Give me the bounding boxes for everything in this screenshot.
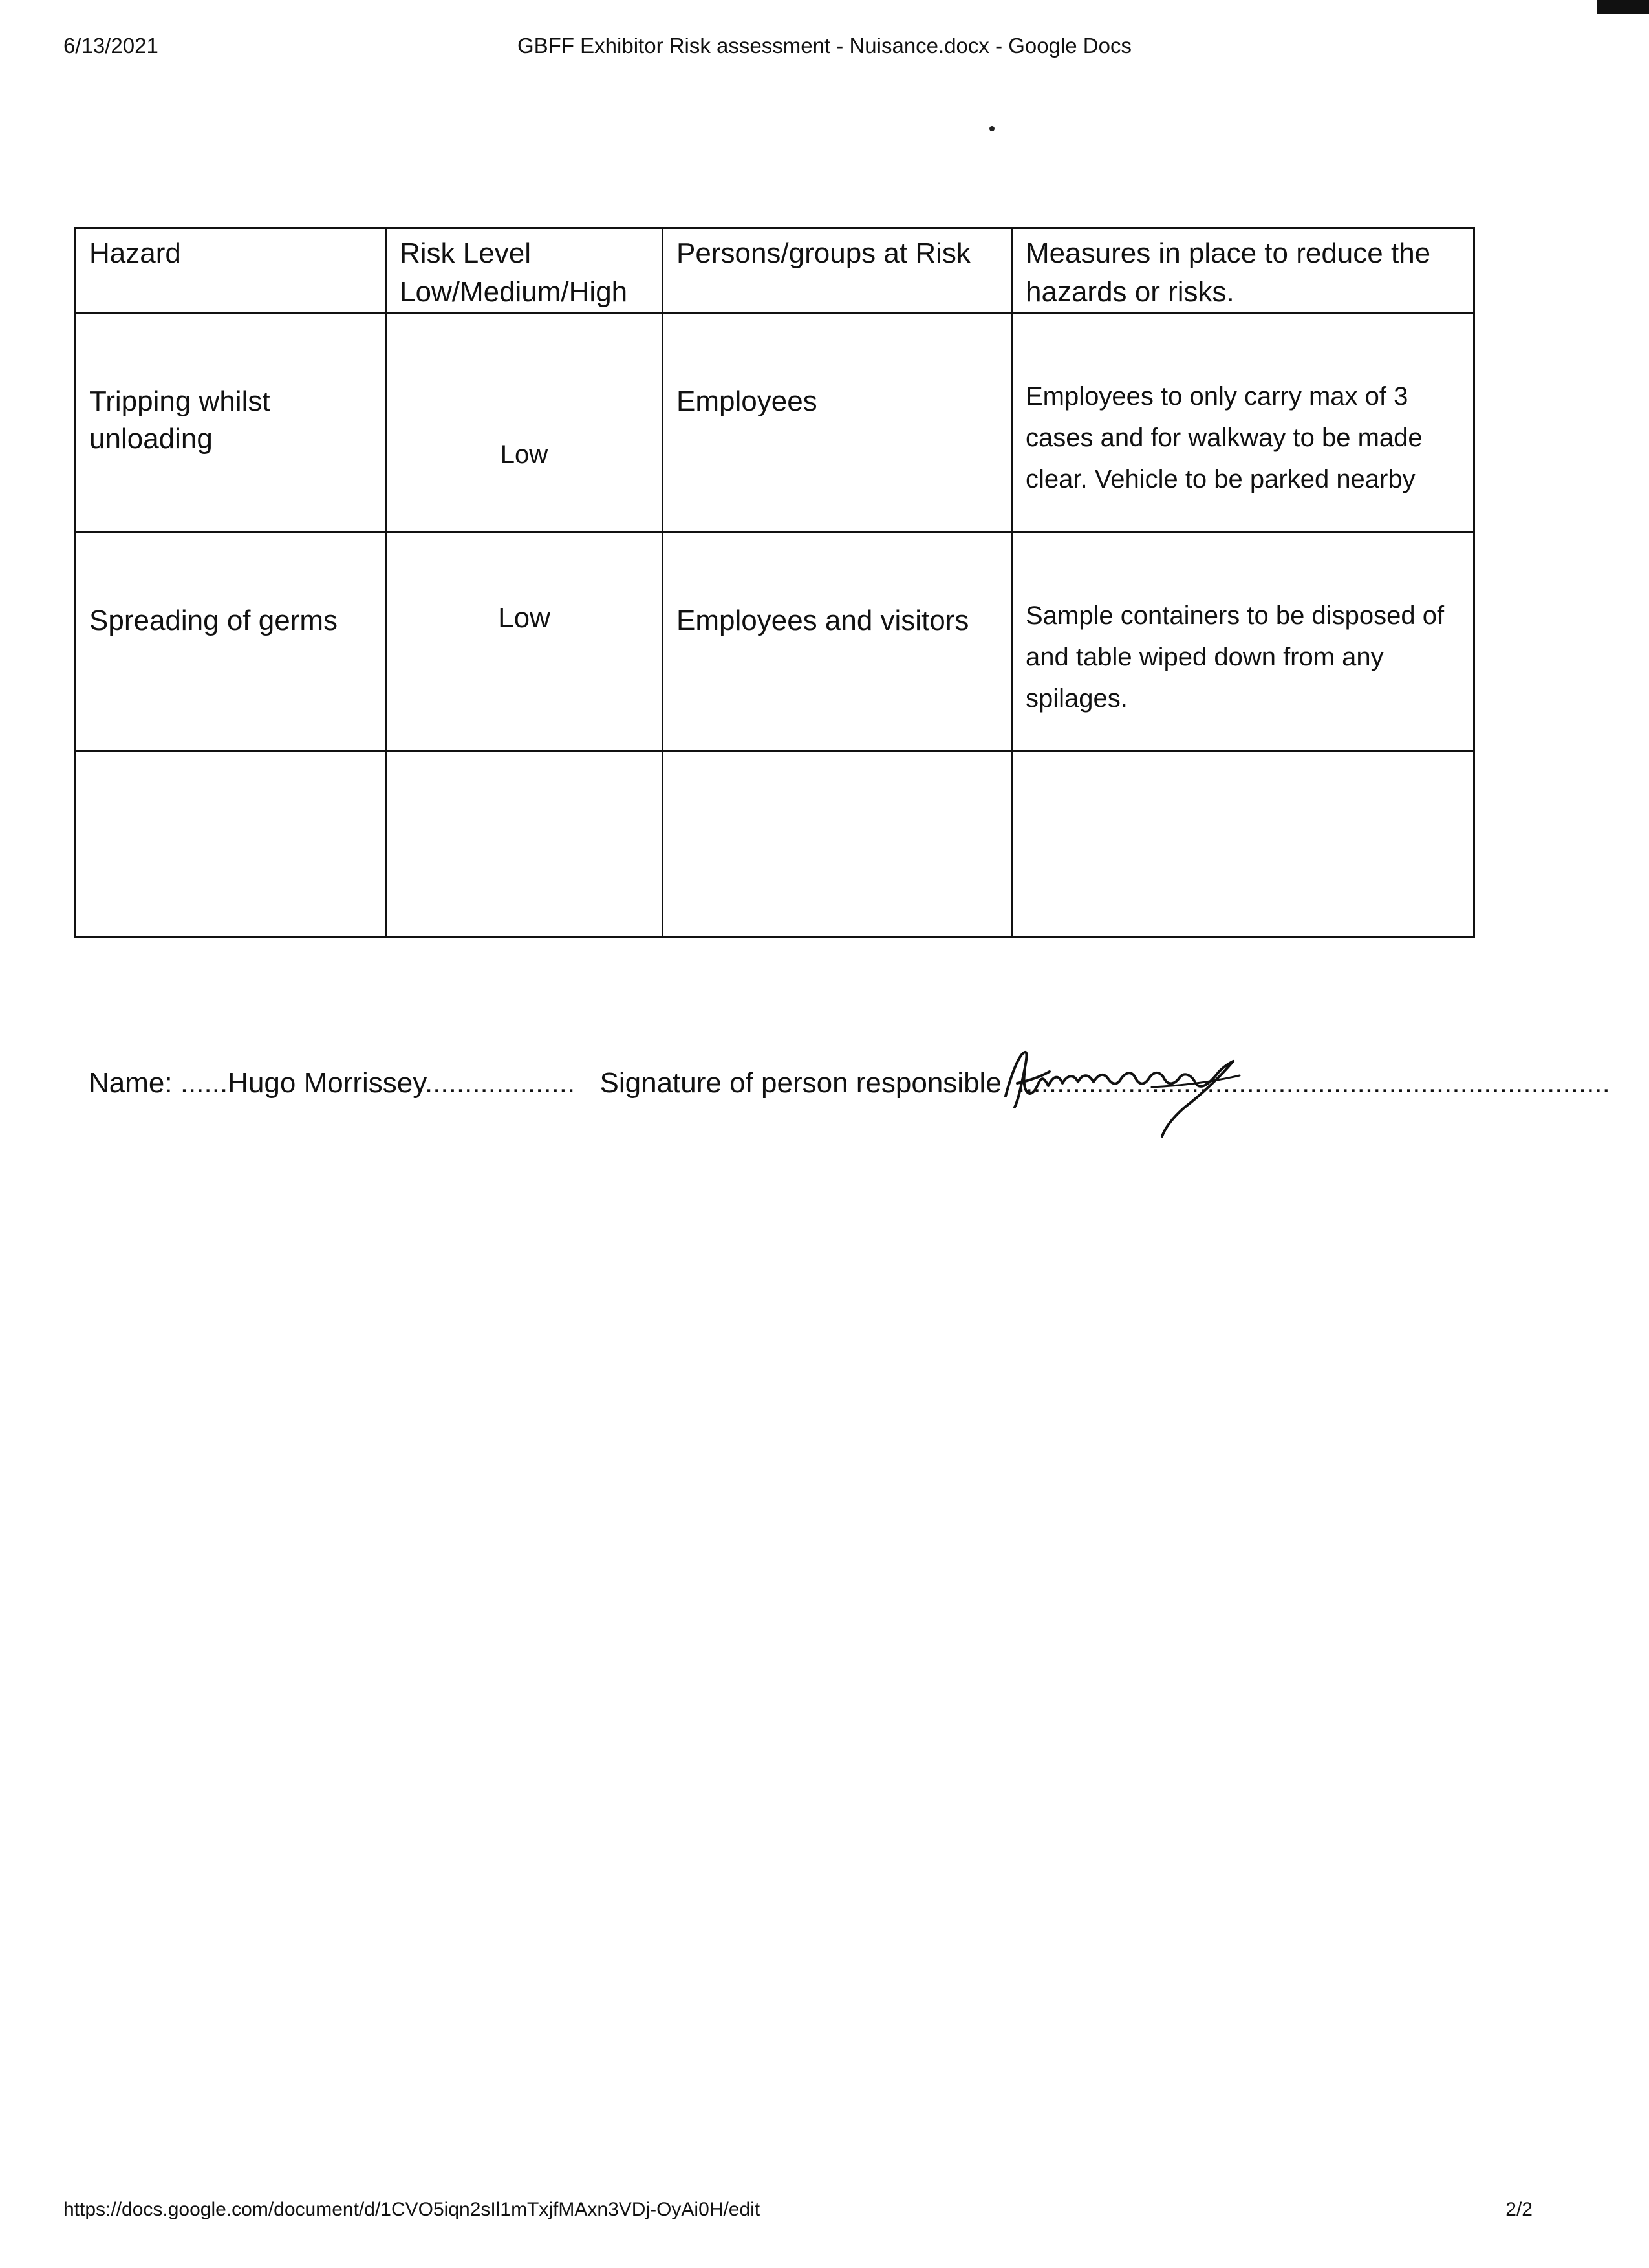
- persons-text: Employees: [676, 385, 817, 417]
- risk-level-cell: [386, 313, 663, 532]
- measures-cell: [1012, 532, 1474, 751]
- measures-cell: [1012, 313, 1474, 532]
- footer-page-number: 2/2: [1505, 2199, 1533, 2220]
- signature-dots: ...........................................................................: [1017, 1067, 1610, 1099]
- print-date: 6/13/2021: [63, 34, 158, 58]
- footer-url: https://docs.google.com/document/d/1CVO5iqn2sIl1mTxjfMAxn3VDj-OyAi0H/edit: [63, 2199, 760, 2220]
- risk-level-text: Low: [498, 602, 550, 634]
- measures-text: Employees to only carry max of 3 cases and for walkway to be made clear. Vehicle to be parked nearby: [1026, 382, 1423, 493]
- hazard-text: Spreading of germs: [89, 605, 338, 636]
- print-footer: [0, 2199, 1649, 2231]
- header-measures: Measures in place to reduce the hazards or risks.: [1012, 228, 1474, 313]
- header-risk-level-line2: Low/Medium/High: [400, 276, 628, 308]
- header-persons: Persons/groups at Risk: [663, 228, 1012, 313]
- persons-cell: [663, 313, 1012, 532]
- scan-speck: [989, 126, 995, 131]
- table-row: [76, 532, 1474, 751]
- hazard-cell: [76, 532, 386, 751]
- scan-mark: [1597, 0, 1649, 14]
- print-title: GBFF Exhibitor Risk assessment - Nuisance.docx - Google Docs: [517, 34, 1132, 58]
- risk-level-text: Low: [500, 440, 548, 469]
- persons-cell: [663, 532, 1012, 751]
- signature-line: [89, 1067, 1610, 1099]
- print-header: [0, 34, 1649, 66]
- table-row-empty: [76, 751, 1474, 937]
- empty-cell: [663, 751, 1012, 937]
- signature-label: Signature of person responsible: [599, 1067, 1010, 1099]
- measures-text: Sample containers to be disposed of and table wiped down from any spilages.: [1026, 601, 1445, 713]
- name-field: Name: ......Hugo Morrissey...................: [89, 1067, 576, 1099]
- empty-cell: [76, 751, 386, 937]
- table-row: [76, 313, 1474, 532]
- persons-text: Employees and visitors: [676, 605, 969, 636]
- handwritten-signature: [999, 1046, 1271, 1143]
- empty-cell: [386, 751, 663, 937]
- risk-level-cell: [386, 532, 663, 751]
- empty-cell: [1012, 751, 1474, 937]
- hazard-cell: [76, 313, 386, 532]
- header-hazard: Hazard: [76, 228, 386, 313]
- table-header-row: [76, 228, 1474, 313]
- risk-assessment-table: [74, 227, 1475, 938]
- header-risk-level-line1: Risk Level: [400, 237, 531, 269]
- header-risk-level: [386, 228, 663, 313]
- hazard-text: Tripping whilst unloading: [89, 385, 270, 455]
